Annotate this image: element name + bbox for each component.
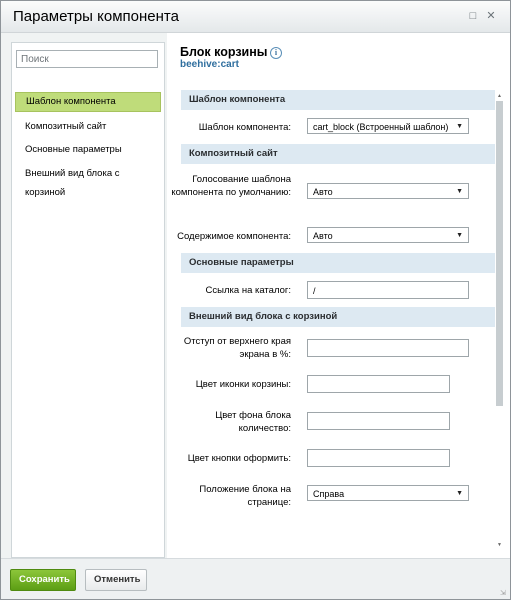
count-bg-color-input[interactable] [307,412,450,430]
content-select[interactable] [307,227,469,243]
sidebar-item-template[interactable]: Шаблон компонента [15,92,161,112]
section-template-header: Шаблон компонента [181,90,495,110]
catalog-link-input[interactable]: / [307,281,469,299]
dialog-footer [1,558,510,599]
checkout-btn-color-label: Цвет кнопки оформить: [187,453,291,464]
catalog-label: Ссылка на каталог: [205,285,291,296]
content-select-value: Авто [313,231,333,241]
sidebar-item-appearance[interactable]: Внешний вид блока с корзиной [25,168,120,198]
position-label: Положение блока на странице: [199,484,291,508]
checkout-btn-color-input[interactable] [307,449,450,467]
chevron-down-icon: ▼ [456,232,463,239]
cart-icon-color-input[interactable] [307,375,450,393]
save-button[interactable]: Сохранить [10,569,76,591]
sidebar [11,42,165,558]
section-composite-header: Композитный сайт [181,144,495,164]
cancel-button[interactable]: Отменить [85,569,147,591]
chevron-down-icon: ▼ [456,188,463,195]
parameters-panel [167,33,510,559]
resize-handle-icon[interactable]: ⇲ [500,590,506,597]
offset-label: Отступ от верхнего края экрана в %: [183,336,291,360]
component-code: beehive:cart [180,59,239,70]
cart-icon-color-label: Цвет иконки корзины: [195,379,291,390]
position-select[interactable] [307,485,469,501]
close-icon[interactable]: ✕ [486,10,496,22]
template-label: Шаблон компонента: [198,122,291,133]
scrollbar-thumb[interactable] [496,101,503,406]
chevron-down-icon: ▼ [456,490,463,497]
dialog-body [1,33,510,559]
sidebar-item-composite[interactable]: Композитный сайт [25,121,107,132]
info-icon[interactable]: i [270,47,282,59]
content-label: Содержимое компонента: [177,231,291,242]
voting-select[interactable] [307,183,469,199]
chevron-down-icon: ▼ [456,123,463,130]
component-title: Блок корзины [180,45,268,59]
maximize-icon[interactable]: □ [469,10,477,22]
scroll-up-icon[interactable]: ▲ [497,93,502,99]
template-select[interactable] [307,118,469,134]
scroll-down-icon[interactable]: ▼ [497,542,502,548]
position-select-value: Справа [313,489,345,499]
offset-input[interactable] [307,339,469,357]
template-select-value: cart_block (Встроенный шаблон) [313,122,449,132]
voting-select-value: Авто [313,187,333,197]
sidebar-item-main-params[interactable]: Основные параметры [25,144,122,155]
section-appearance-header: Внешний вид блока с корзиной [181,307,495,327]
dialog-titlebar[interactable] [1,1,510,33]
scrollbar[interactable] [496,93,503,548]
dialog-title: Параметры компонента [13,8,179,25]
search-input[interactable] [16,50,158,68]
voting-label: Голосование шаблона компонента по умолчанию: [171,174,291,198]
section-main-header: Основные параметры [181,253,495,273]
count-bg-color-label: Цвет фона блока количество: [215,410,291,434]
